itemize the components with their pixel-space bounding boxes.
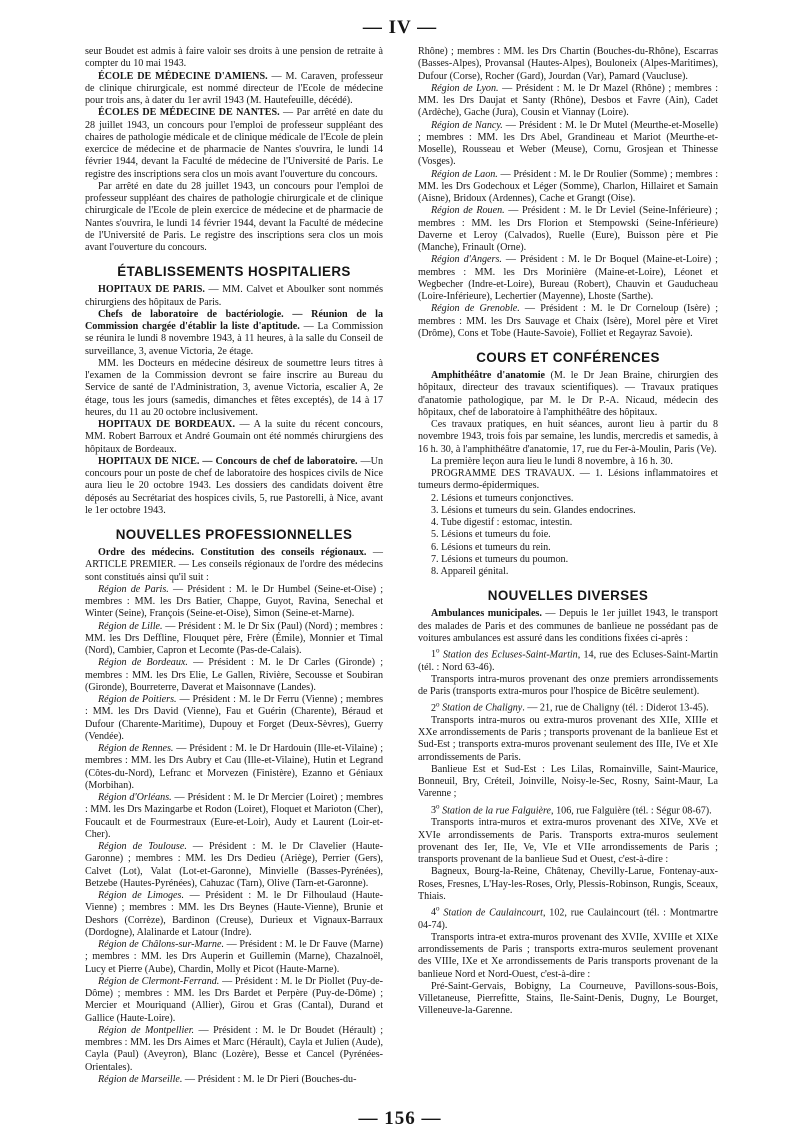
station-description: Transports intra-muros ou extra-muros provenant des XIIe, XIIIe et XXe arrondissements de Paris ; transports provenant de la banlieue Est et Sud-Est ; transports extra-muros provenant seulement des IIIe, IVe et XIe arrondissements de Paris. bbox=[418, 714, 718, 763]
station-banlieue: Banlieue Est et Sud-Est : Les Lilas, Romainville, Saint-Maurice, Bonneuil, Bry, Créteil, Joinville, Noisy-le-Sec, Rosny, Saint-Maur, La Varenne ; bbox=[418, 763, 718, 800]
station-name: Station de Caulaincourt bbox=[443, 907, 543, 919]
region-text: — Président : M. le Dr Mercier (Loiret) ; membres : MM. les Drs Mazingarbe et Rodon (Loiret), Floquet et Marioton (Cher), Foucault et de Fourmestraux (Eure-et-Loir), Audy et Laurent (Loir-et-Cher). bbox=[85, 792, 384, 840]
station-paragraph bbox=[418, 698, 718, 715]
ordre-paragraph bbox=[85, 547, 383, 584]
station-paragraph bbox=[418, 645, 718, 674]
region-paragraph bbox=[85, 890, 383, 939]
region-name: Région de Clermont-Ferrand. bbox=[98, 975, 220, 987]
ambulances-heading: Ambulances municipales. bbox=[431, 608, 542, 620]
region-name: Région de Nancy. bbox=[431, 119, 503, 131]
bordeaux-text: — A la suite du récent concours, MM. Robert Barroux et André Goumain ont été nommés chirurgiens des hôpitaux de Bordeaux. bbox=[85, 419, 383, 455]
region-paragraph bbox=[85, 1025, 383, 1074]
region-text: — Président : M. le Dr Mutel (Meurthe-et-Moselle) ; membres : MM. les Drs Abel, Grandineau et Mariot (Meurthe-et-Moselle), Rousseau et Weber (Meuse), Cornu, Grosjean et Thinesse (Vosges). bbox=[418, 119, 719, 168]
station-description: Transports intra-muros provenant des onze premiers arrondissements de Paris (transports extra-muros pour l'hospice de Bicêtre seulement). bbox=[418, 673, 718, 698]
region-text: — Président : M. le Dr Six (Paul) (Nord) ; membres : MM. les Drs Deffline, Flouquet père, Frère (Émile), Monnier et Timal (Nord), Cambier, Capron et Lecomte (Pas-de-Calais). bbox=[85, 620, 383, 656]
page-number-top: — IV — bbox=[362, 17, 438, 38]
region-paragraph bbox=[85, 743, 383, 792]
station-name: Station des Ecluses-Saint-Martin bbox=[442, 649, 578, 661]
region-text: — Président : M. le Dr Corneloup (Isère) ; membres : MM. les Drs Sauvage et Chaix (Isère), Morel père et Viret (Drôme), Cons et Tobe (Haute-Savoie), Folliet et Regayraz Savoie). bbox=[418, 303, 719, 339]
region-text: — Président : M. le Dr Pieri (Bouches-du- bbox=[182, 1073, 357, 1085]
region-text: — Président : M. le Dr Piollet (Puy-de-Dôme) ; membres : MM. les Drs Bardet et Perpère (Puy-de-Dôme) ; Mercier et Mouriquand (Allier), Girou et Gras (Cantal), Durand et Gallice (Haute-Loire). bbox=[85, 975, 383, 1024]
station-number: 1$^o$ bbox=[431, 647, 440, 661]
programme-label: PROGRAMME DES TRAVAUX. bbox=[431, 468, 575, 479]
ambulances-text: — Depuis le 1er juillet 1943, le transport des malades de Paris et des communes de banlieue ne possédant pas de voitures ambulances est assuré dans les conditions fixées ci-après : bbox=[418, 608, 718, 644]
station-number: 2$^o$ bbox=[431, 700, 440, 714]
station-address: , 102, rue Caulaincourt (tél. : Montmartre 04-74). bbox=[418, 907, 719, 931]
list-item: 5. Lésions et tumeurs du foie. bbox=[431, 529, 551, 541]
marseille-continued: Rhône) ; membres : MM. les Drs Chartin (Bouches-du-Rhône), Escarras (Basses-Alpes), Provansal (Hautes-Alpes), Bouloneix (Alpes-Maritimes), Dufour (Corse), Rocher (Gard), Jourdan (Var), Pamard (Vaucluse). bbox=[418, 46, 718, 82]
chefs-heading: Chefs de laboratoire de bactériologie. — Réunion de la Commission chargée d'établir la liste d'aptitude. bbox=[85, 308, 383, 332]
region-text: — Président : M. le Dr Boquel (Maine-et-Loire) ; membres : MM. les Drs Morinière (Maine-et-Loire), Léonet et Wegbecher (Indre-et-Loire), Bureau (Robert), Chauvin et Gauducheau (Loire-Inférieure), Lechertier (Mayenne), Lhoste (Sarthe). bbox=[418, 254, 718, 302]
programme-paragraph bbox=[418, 468, 718, 493]
nice-paragraph bbox=[85, 456, 383, 517]
region-paragraph bbox=[85, 694, 383, 743]
region-name: Région de Rennes. bbox=[98, 743, 174, 754]
region-paragraph bbox=[85, 657, 383, 694]
amiens-heading: ÉCOLE DE MÉDECINE D'AMIENS. bbox=[98, 70, 268, 82]
region-name: Région de Grenoble. bbox=[431, 303, 520, 315]
region-name: Région de Laon. bbox=[431, 168, 498, 180]
section-heading-courses: COURS ET CONFÉRENCES bbox=[476, 350, 660, 365]
region-paragraph bbox=[418, 169, 718, 206]
list-item: 6. Lésions et tumeurs du rein. bbox=[431, 541, 551, 553]
region-text: — Président : M. le Dr Boudet (Hérault) ; membres : MM. les Drs Aimes et Marc (Hérault), Cayla et Julien (Aude), Cayla (Paul) (Aveyron), Blanc (Lozère), Besse et Cancel (Pyrénées-Orientales). bbox=[85, 1024, 384, 1073]
chefs-text: — La Commission se réunira le lundi 8 novembre 1943, à 11 heures, à la salle du Conseil de surveillance, 3, avenue Victoria, 2e étage. bbox=[85, 321, 383, 357]
nice-heading: HOPITAUX DE NICE. — Concours de chef de laboratoire. bbox=[98, 455, 358, 467]
region-paragraph bbox=[85, 621, 383, 658]
region-text: — Président : M. le Dr Ferru (Vienne) ; membres : MM. les Drs David (Vienne), Fau et Guérin (Charente), Béraud et Dufour (Charente-Maritime), Dupouy et Forget (Deux-Sèvres), Guerry (Vendée). bbox=[85, 694, 383, 742]
list-item: 2. Lésions et tumeurs conjonctives. bbox=[431, 492, 574, 504]
station-number: 4$^o$ bbox=[431, 905, 440, 919]
region-text: — Président : M. le Dr Carles (Gironde) ; membres : MM. les Drs Elie, Le Gallen, Rivière, Secousse et Soubiran (Gironde), Bourreterre, Daverat et Maisonnave (Landes). bbox=[85, 657, 384, 693]
region-name: Région de Châlons-sur-Marne. bbox=[98, 939, 224, 950]
course-paragraph: Ces travaux pratiques, en huit séances, auront lieu à partir du 8 novembre 1943, trois fois par semaine, les lundis, mercredis et samedis, à 16 h. 30, à l'amphithéâtre d'anatomie, 17, rue du Fer-à-Moulin, Paris (Ve). bbox=[418, 419, 718, 455]
bordeaux-heading: HOPITAUX DE BORDEAUX. bbox=[98, 419, 235, 430]
region-name: Région de Toulouse. bbox=[98, 841, 187, 852]
station-address: , 106, rue Falguière (tél. : Ségur 08-67). bbox=[551, 805, 712, 817]
region-name: Région de Montpellier. bbox=[98, 1024, 195, 1036]
region-paragraph-marseille bbox=[85, 1074, 383, 1086]
chefs-paragraph bbox=[85, 309, 383, 358]
region-name: Région de Bordeaux. bbox=[98, 657, 188, 669]
station-description: Transports intra-muros et extra-muros provenant des XIVe, XVe et XVIe arrondissements de Paris. Transports extra-muros seulement provenant des Ier, IIe, Ve, VIe et VIIe arrondissements de Paris ; transports provenant de la banlieue Sud et Ouest, c'est-à-dire : bbox=[418, 817, 718, 866]
section-heading-hospitals: ÉTABLISSEMENTS HOSPITALIERS bbox=[117, 264, 351, 280]
region-name: Région de Limoges. bbox=[98, 890, 184, 901]
station-banlieue: Bagneux, Bourg-la-Reine, Châtenay, Chevilly-Larue, Fontenay-aux-Roses, Fresnes, L'Hay-les-Roses, Orly, Plessis-Robinson, Rungis, Sceaux, Thiais. bbox=[418, 866, 718, 902]
region-text: — Président : M. le Dr Leviel (Seine-Inférieure) ; membres : MM. les Drs Florion et Stempowski (Seine-Inférieure) Daverne et Leroy (Calvados), Ruelle (Eure), Buisson père et Pie (Manche), Frinault (Orne). bbox=[418, 205, 718, 253]
region-name: Région de Rouen. bbox=[431, 205, 505, 217]
region-text: — Président : M. le Dr Hardouin (Ille-et-Vilaine) ; membres : MM. les Drs Aubry et Cau (Ille-et-Vilaine), Hutin et Legrand (Côtes-du-Nord), Lefranc et Morvezen (Finistère), Ezanno et Géniaux (Morbihan). bbox=[85, 743, 383, 791]
nice-text: —Un concours pour un poste de chef de laboratoire des hospices civils de Nice aura lieu le 20 octobre 1943. Les dossiers des candidats doivent être déposés au Secrétariat des hospices civils, 5, rue Pastorelli, à Nice, avant le 1er octobre 1943. bbox=[85, 455, 383, 516]
nantes-paragraph-2: Par arrêté en date du 28 juillet 1943, un concours pour l'emploi de professeur suppléant des chaires de pathologie chirurgicale et de clinique chirurgicale de l'Ecole de plein exercice de médecine et de pharmacie de Nantes s'ouvrira, le lundi 14 février 1944, devant la Faculté de médecine de l'Université de Paris. Le registre des inscriptions sera clos un mois avant l'ouverture du concours. bbox=[85, 180, 383, 253]
region-text: — Président : M. le Dr Filhoulaud (Haute-Vienne) ; membres : MM. les Drs Beynes (Haute-Vienne), Brunie et Deshors (Corrèze), Bardinon (Creuse), Durieux et Vignaux-Barraux (Dordogne), Alalinarde et Latour (Indre). bbox=[85, 890, 383, 938]
paris-hospitals-text: — MM. Calvet et Aboulker sont nommés chirurgiens des hôpitaux de Paris. bbox=[85, 284, 383, 308]
region-text: — Président : M. le Dr Clavelier (Haute-Garonne) ; membres : MM. les Drs Dedieu (Ariège), Perrier (Gers), Calvet (Lot), Valat (Lot-et-Garonne), Minvielle (Basses-Pyrénées), Betzebe (Hautes-Pyrénées), Cahuzac (Tarn), Olive (Tarn-et-Garonne). bbox=[85, 841, 383, 889]
region-paragraph bbox=[85, 841, 383, 890]
region-name: Région de Lyon. bbox=[431, 82, 499, 94]
ordre-heading: Ordre des médecins. Constitution des conseils régionaux. bbox=[98, 547, 367, 558]
region-text: — Président : M. le Dr Humbel (Seine-et-Oise) ; membres : MM. les Drs Batier, Chappe, Guyot, Ravina, Senechal et Winter (Seine), François (Seine-et-Oise), Simon (Seine-et-Marne). bbox=[85, 583, 384, 620]
region-paragraph bbox=[418, 83, 718, 120]
paris-hospitals-paragraph bbox=[85, 284, 383, 309]
amiens-text: — M. Caraven, professeur de clinique chirurgicale, est nommé directeur de l'Ecole de médecine pour trois ans, à dater du 1er avril 1943 (M. Hautefeuille, décédé). bbox=[85, 70, 383, 106]
section-heading-misc: NOUVELLES DIVERSES bbox=[487, 588, 649, 604]
list-item: 7. Lésions et tumeurs du poumon. bbox=[431, 553, 569, 565]
region-text: — Président : M. le Dr Fauve (Marne) ; membres : MM. les Drs Auperin et Guillemin (Marne), Chazalnoël, Lucy et Pierre (Aube), Chardin, Molly et Picot (Haute-Marne). bbox=[85, 939, 383, 975]
right-column bbox=[418, 46, 718, 1018]
list-item: 3. Lésions et tumeurs du sein. Glandes endocrines. bbox=[431, 504, 636, 516]
region-paragraph bbox=[418, 303, 718, 340]
station-number: 3$^o$ bbox=[431, 802, 440, 817]
region-name: Région d'Angers. bbox=[431, 254, 502, 266]
first-lesson-paragraph: La première leçon aura lieu le lundi 8 novembre, à 16 h. 30. bbox=[431, 455, 673, 467]
station-description: Transports intra-et extra-muros provenant des XVIIe, XVIIIe et XIXe arrondissements de Paris ; transports extra-muros seulement provenant des VIIIe, IXe et Xe arrondissements de Paris transports provenant de la banlieue Nord et Nord-Ouest, c'est-à-dire : bbox=[418, 931, 718, 980]
page-number-bottom: — 156 — bbox=[358, 1108, 442, 1129]
region-paragraph bbox=[418, 254, 718, 303]
region-paragraph bbox=[418, 205, 718, 254]
amiens-paragraph bbox=[85, 71, 383, 108]
region-paragraph bbox=[85, 792, 383, 841]
list-item: 4. Tube digestif : estomac, intestin. bbox=[431, 517, 573, 528]
region-name: Région de Lille. bbox=[98, 620, 163, 632]
station-address: , 14, rue des Ecluses-Saint-Martin (tél. : Nord 63-46). bbox=[418, 649, 719, 673]
region-paragraph bbox=[85, 584, 383, 621]
region-paragraph bbox=[85, 939, 383, 976]
amphi-heading: Amphithéâtre d'anatomie bbox=[431, 370, 546, 381]
section-heading-professional: NOUVELLES PROFESSIONNELLES bbox=[115, 527, 353, 542]
ordre-text: — ARTICLE PREMIER. — Les conseils régionaux de l'ordre des médecins sont constitués ainsi qu'il suit : bbox=[85, 547, 383, 583]
list-item: 8. Appareil génital. bbox=[431, 566, 509, 577]
region-text: — Président : M. le Dr Mazel (Rhône) ; membres : MM. les Drs Daujat et Santy (Rhône), Desbos et Favre (Ain), Cadet (Ardèche), Gache (Jura), Cousin et Viannay (Loire). bbox=[418, 82, 719, 119]
bordeaux-paragraph bbox=[85, 419, 383, 456]
intro-paragraph: seur Boudet est admis à faire valoir ses droits à une pension de retraite à compter du 10 mai 1943. bbox=[85, 46, 383, 70]
ambulances-paragraph bbox=[418, 608, 718, 645]
programme-list bbox=[418, 493, 718, 579]
region-paragraph bbox=[418, 120, 718, 169]
station-paragraph bbox=[418, 801, 718, 818]
paris-hospitals-heading: HOPITAUX DE PARIS. bbox=[98, 284, 205, 296]
left-column bbox=[85, 46, 383, 1086]
station-paragraph bbox=[418, 903, 718, 932]
nantes-text: — Par arrêté en date du 28 juillet 1943, un concours pour l'emploi de professeur suppléant des chaires de pathologie médicale et de clinique médicale de l'Ecole de plein exercice de médecine et de pharmacie de Nantes s'ouvrira, le lundi 14 février 1944, devant la Faculté de médecine de l'Université de Paris. Le registre des inscriptions sera clos un mois avant l'ouverture du concours. bbox=[85, 107, 383, 180]
amphi-text: (M. le Dr Jean Braine, chirurgien des hôpitaux, directeur des travaux scientifiques). — Travaux pratiques d'anatomie pathologique, par M. le Dr P.-A. Nicaud, médecin des hôpitaux, chef de laboratoire à l'amphithéâtre des hôpitaux. bbox=[418, 370, 719, 418]
region-name: Région d'Orléans. bbox=[98, 792, 172, 803]
amphi-paragraph bbox=[418, 370, 718, 419]
docteurs-paragraph: MM. les Docteurs en médecine désireux de soumettre leurs titres à l'examen de la Commission devront se faire inscrire au Bureau du Service de santé de l'Administration, 3, avenue Victoria, escalier A, 2e étage, tous les jours (samedis, dimanches et fêtes exceptés), de 14 à 17 heures, du 11 au 20 octobre inclusivement. bbox=[85, 357, 383, 418]
region-name: Région de Poitiers. bbox=[98, 694, 177, 705]
station-address: . — 21, rue de Chaligny (tél. : Diderot 13-45). bbox=[522, 702, 709, 714]
region-paragraph bbox=[85, 976, 383, 1025]
nantes-paragraph bbox=[85, 107, 383, 181]
region-text: — Président : M. le Dr Roulier (Somme) ; membres : MM. les Drs Godechoux et Léger (Somme), Charlon, Hillairet et Samain (Aisne), Bridoux (Ardennes), Cache et Grangt (Oise). bbox=[418, 168, 718, 204]
station-banlieue: Pré-Saint-Gervais, Bobigny, La Courneuve, Pavillons-sous-Bois, Villetaneuse, Pierrefitte, Stains, Ile-Saint-Denis, Dugny, Le Bourget, Villeneuve-la-Garenne. bbox=[418, 980, 718, 1017]
station-name: Station de Chaligny bbox=[442, 702, 523, 714]
region-name: Région de Marseille. bbox=[98, 1073, 183, 1085]
programme-first-item: — 1. Lésions inflammatoires et tumeurs dermo-épidermiques. bbox=[418, 468, 718, 492]
nantes-heading: ÉCOLES DE MÉDECINE DE NANTES. bbox=[98, 107, 280, 119]
station-name: Station de la rue Falguière bbox=[442, 805, 552, 817]
region-name: Région de Paris. bbox=[98, 583, 169, 595]
